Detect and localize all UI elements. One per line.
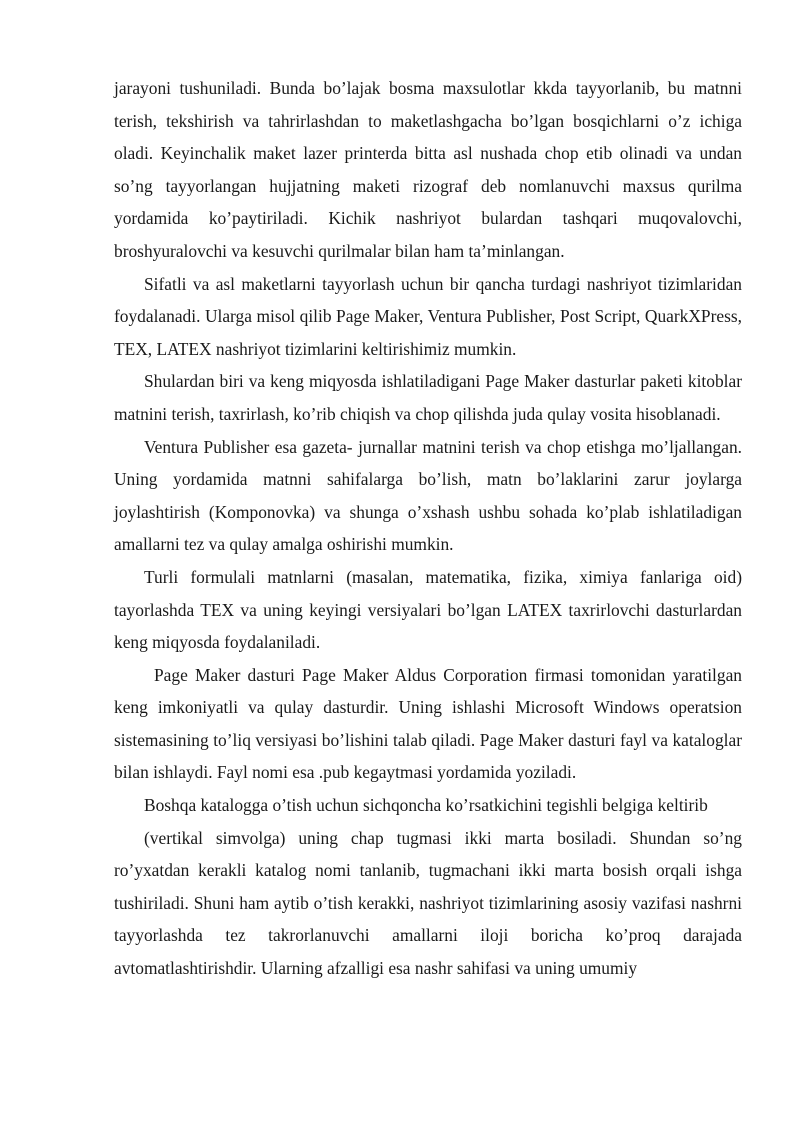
paragraph-3: Shulardan biri va keng miqyosda ishlatiladigani Page Maker dasturlar paketi kitoblar matnini terish, taxrirlash, ko’rib chiqish va chop qilishda juda qulay vosita hisoblanadi. <box>114 371 742 424</box>
paragraph-8: (vertikal simvolga) uning chap tugmasi ikki marta bosiladi. Shundan so’ng ro’yxatdan kerakli katalog nomi tanlanib, tugmachani ikki marta bosish orqali ishga tushiriladi. Shuni ham aytib o’tish kerakki, nashriyot tizimlarining asosiy vazifasi nashrni tayyorlashda tez takrorlanuvchi amallarni iloji boricha ko’proq darajada avtomatlashtirishdir. Ularning afzalligi esa nashr sahifasi va uning umumiy <box>114 827 742 979</box>
paragraph-7: Boshqa katalogga o’tish uchun sichqoncha ko’rsatkichini tegishli belgiga keltirib <box>144 795 708 816</box>
paragraph-4: Ventura Publisher esa gazeta- jurnallar matnini terish va chop etishga mo’ljallangan. Uning yordamida matnni sahifalarga bo’lish, matn bo’laklarini zarur joylarga joylashtirish (Komponovka) va shunga o’xshash ushbu sohada ko’plab ishlatiladigan amallarni tez va qulay amalga oshirishi mumkin. <box>114 436 742 555</box>
paragraph-1: jarayoni tushuniladi. Bunda bo’lajak bosma maxsulotlar kkda tayyorlanib, bu matnni terish, tekshirish va tahrirlashdan to maketlashgacha bo’lgan bosqichlarni o’z ichiga oladi. Keyinchalik maket lazer printerda bitta asl nushada chop etib olinadi va undan so’ng tayyorlangan hujjatning maketi rizograf deb nomlanuvchi maxsus qurilma yordamida ko’paytiriladi. Kichik nashriyot bulardan tashqari muqovalovchi, broshyuralovchi va kesuvchi qurilmalar bilan ham ta’minlangan. <box>114 78 742 261</box>
body-text <box>114 72 742 985</box>
paragraph-6: Page Maker dasturi Page Maker Aldus Corporation firmasi tomonidan yaratilgan keng imkoniyatli va qulay dasturdir. Uning ishlashi Microsoft Windows operatsion sistemasining to’liq versiyasi bo’lishini talab qiladi. Page Maker dasturi fayl va kataloglar bilan ishlaydi. Fayl nomi esa .pub kegaytmasi yordamida yoziladi. <box>114 664 742 783</box>
paragraph-2: Sifatli va asl maketlarni tayyorlash uchun bir qancha turdagi nashriyot tizimlaridan foydalanadi. Ularga misol qilib Page Maker, Ventura Publisher, Post Script, QuarkXPress, TEX, LATEX nashriyot tizimlarini keltirishimiz mumkin. <box>114 273 742 359</box>
paragraph-5: Turli formulali matnlarni (masalan, matematika, fizika, ximiya fanlariga oid) tayorlashda TEX va uning keyingi versiyalari bo’lgan LATEX taxrirlovchi dasturlardan keng miqyosda foydalaniladi. <box>114 566 742 653</box>
